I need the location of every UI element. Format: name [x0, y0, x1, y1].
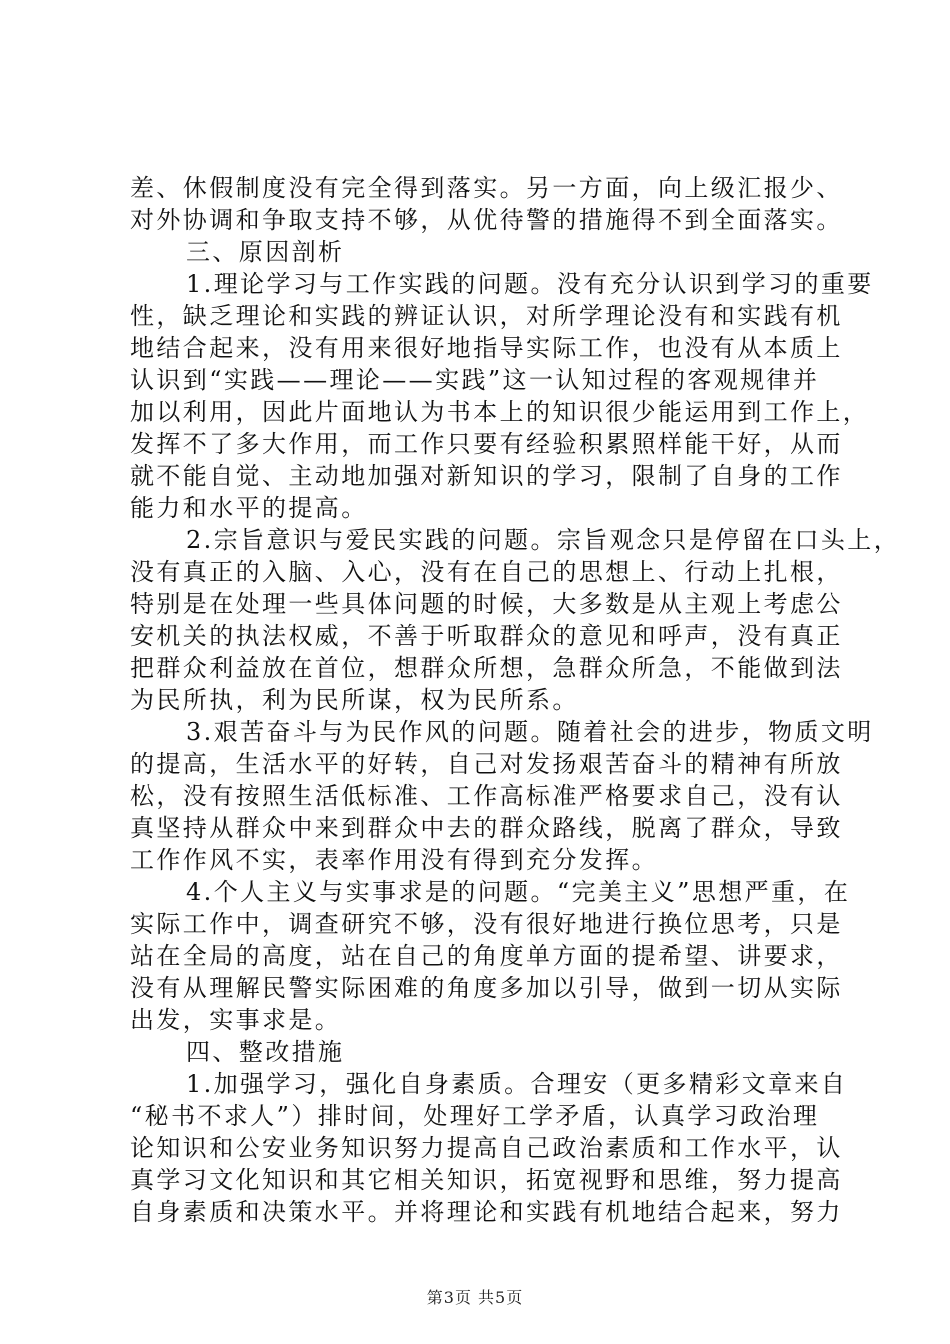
text-line: 1.理论学习与工作实践的问题。没有充分认识到学习的重要 [186, 270, 874, 298]
text-line: 地结合起来，没有用来很好地指导实际工作，也没有从本质上 [130, 334, 843, 362]
text-line: 3.艰苦奋斗与为民作风的问题。随着社会的进步，物质文明 [186, 718, 874, 746]
text-line: 2.宗旨意识与爱民实践的问题。宗旨观念只是停留在口头上， [186, 526, 901, 554]
text-line: 松，没有按照生活低标准、工作高标准严格要求自己，没有认 [130, 782, 843, 810]
text-line: 1.加强学习，强化自身素质。合理安（更多精彩文章来自 [186, 1070, 848, 1098]
text-line: “秘书不求人”）排时间，处理好工学矛盾，认真学习政治理 [130, 1102, 820, 1130]
text-line: 加以利用，因此片面地认为书本上的知识很少能运用到工作上， [130, 398, 870, 426]
text-line: 自身素质和决策水平。并将理论和实践有机地结合起来，努力 [130, 1198, 843, 1226]
text-line: 认识到“实践——理论——实践”这一认知过程的客观规律并 [130, 366, 820, 394]
text-line: 工作作风不实，表率作用没有得到充分发挥。 [130, 846, 658, 874]
text-line: 就不能自觉、主动地加强对新知识的学习，限制了自身的工作 [130, 462, 843, 490]
text-line: 的提高，生活水平的好转，自己对发扬艰苦奋斗的精神有所放 [130, 750, 843, 778]
text-line: 没有从理解民警实际困难的角度多加以引导，做到一切从实际 [130, 974, 843, 1002]
text-line: 对外协调和争取支持不够，从优待警的措施得不到全面落实。 [130, 206, 843, 234]
text-line: 能力和水平的提高。 [130, 494, 368, 522]
text-line: 站在全局的高度，站在自己的角度单方面的提希望、讲要求， [130, 942, 843, 970]
text-line: 实际工作中，调查研究不够，没有很好地进行换位思考，只是 [130, 910, 843, 938]
text-line: 性，缺乏理论和实践的辨证认识，对所学理论没有和实践有机 [130, 302, 843, 330]
text-line: 真坚持从群众中来到群众中去的群众路线，脱离了群众，导致 [130, 814, 843, 842]
section-heading: 四、整改措施 [186, 1038, 345, 1066]
text-line: 发挥不了多大作用，而工作只要有经验积累照样能干好，从而 [130, 430, 843, 458]
text-line: 安机关的执法权威，不善于听取群众的意见和呼声，没有真正 [130, 622, 843, 650]
text-line: 论知识和公安业务知识努力提高自己政治素质和工作水平，认 [130, 1134, 843, 1162]
page-number-footer: 第3页 共5页 [426, 1288, 524, 1307]
text-line: 差、休假制度没有完全得到落实。另一方面，向上级汇报少、 [130, 174, 843, 202]
document-body [130, 172, 901, 1228]
text-line: 为民所执，利为民所谋，权为民所系。 [130, 686, 579, 714]
text-line: 把群众利益放在首位，想群众所想，急群众所急，不能做到法 [130, 654, 843, 682]
text-line: 4.个人主义与实事求是的问题。“完美主义”思想严重，在 [186, 878, 851, 906]
text-line: 出发，实事求是。 [130, 1006, 342, 1034]
text-line: 特别是在处理一些具体问题的时候，大多数是从主观上考虑公 [130, 590, 843, 618]
section-heading: 三、原因剖析 [186, 238, 345, 266]
text-line: 没有真正的入脑、入心，没有在自己的思想上、行动上扎根， [130, 558, 843, 586]
text-line: 真学习文化知识和其它相关知识，拓宽视野和思维，努力提高 [130, 1166, 843, 1194]
